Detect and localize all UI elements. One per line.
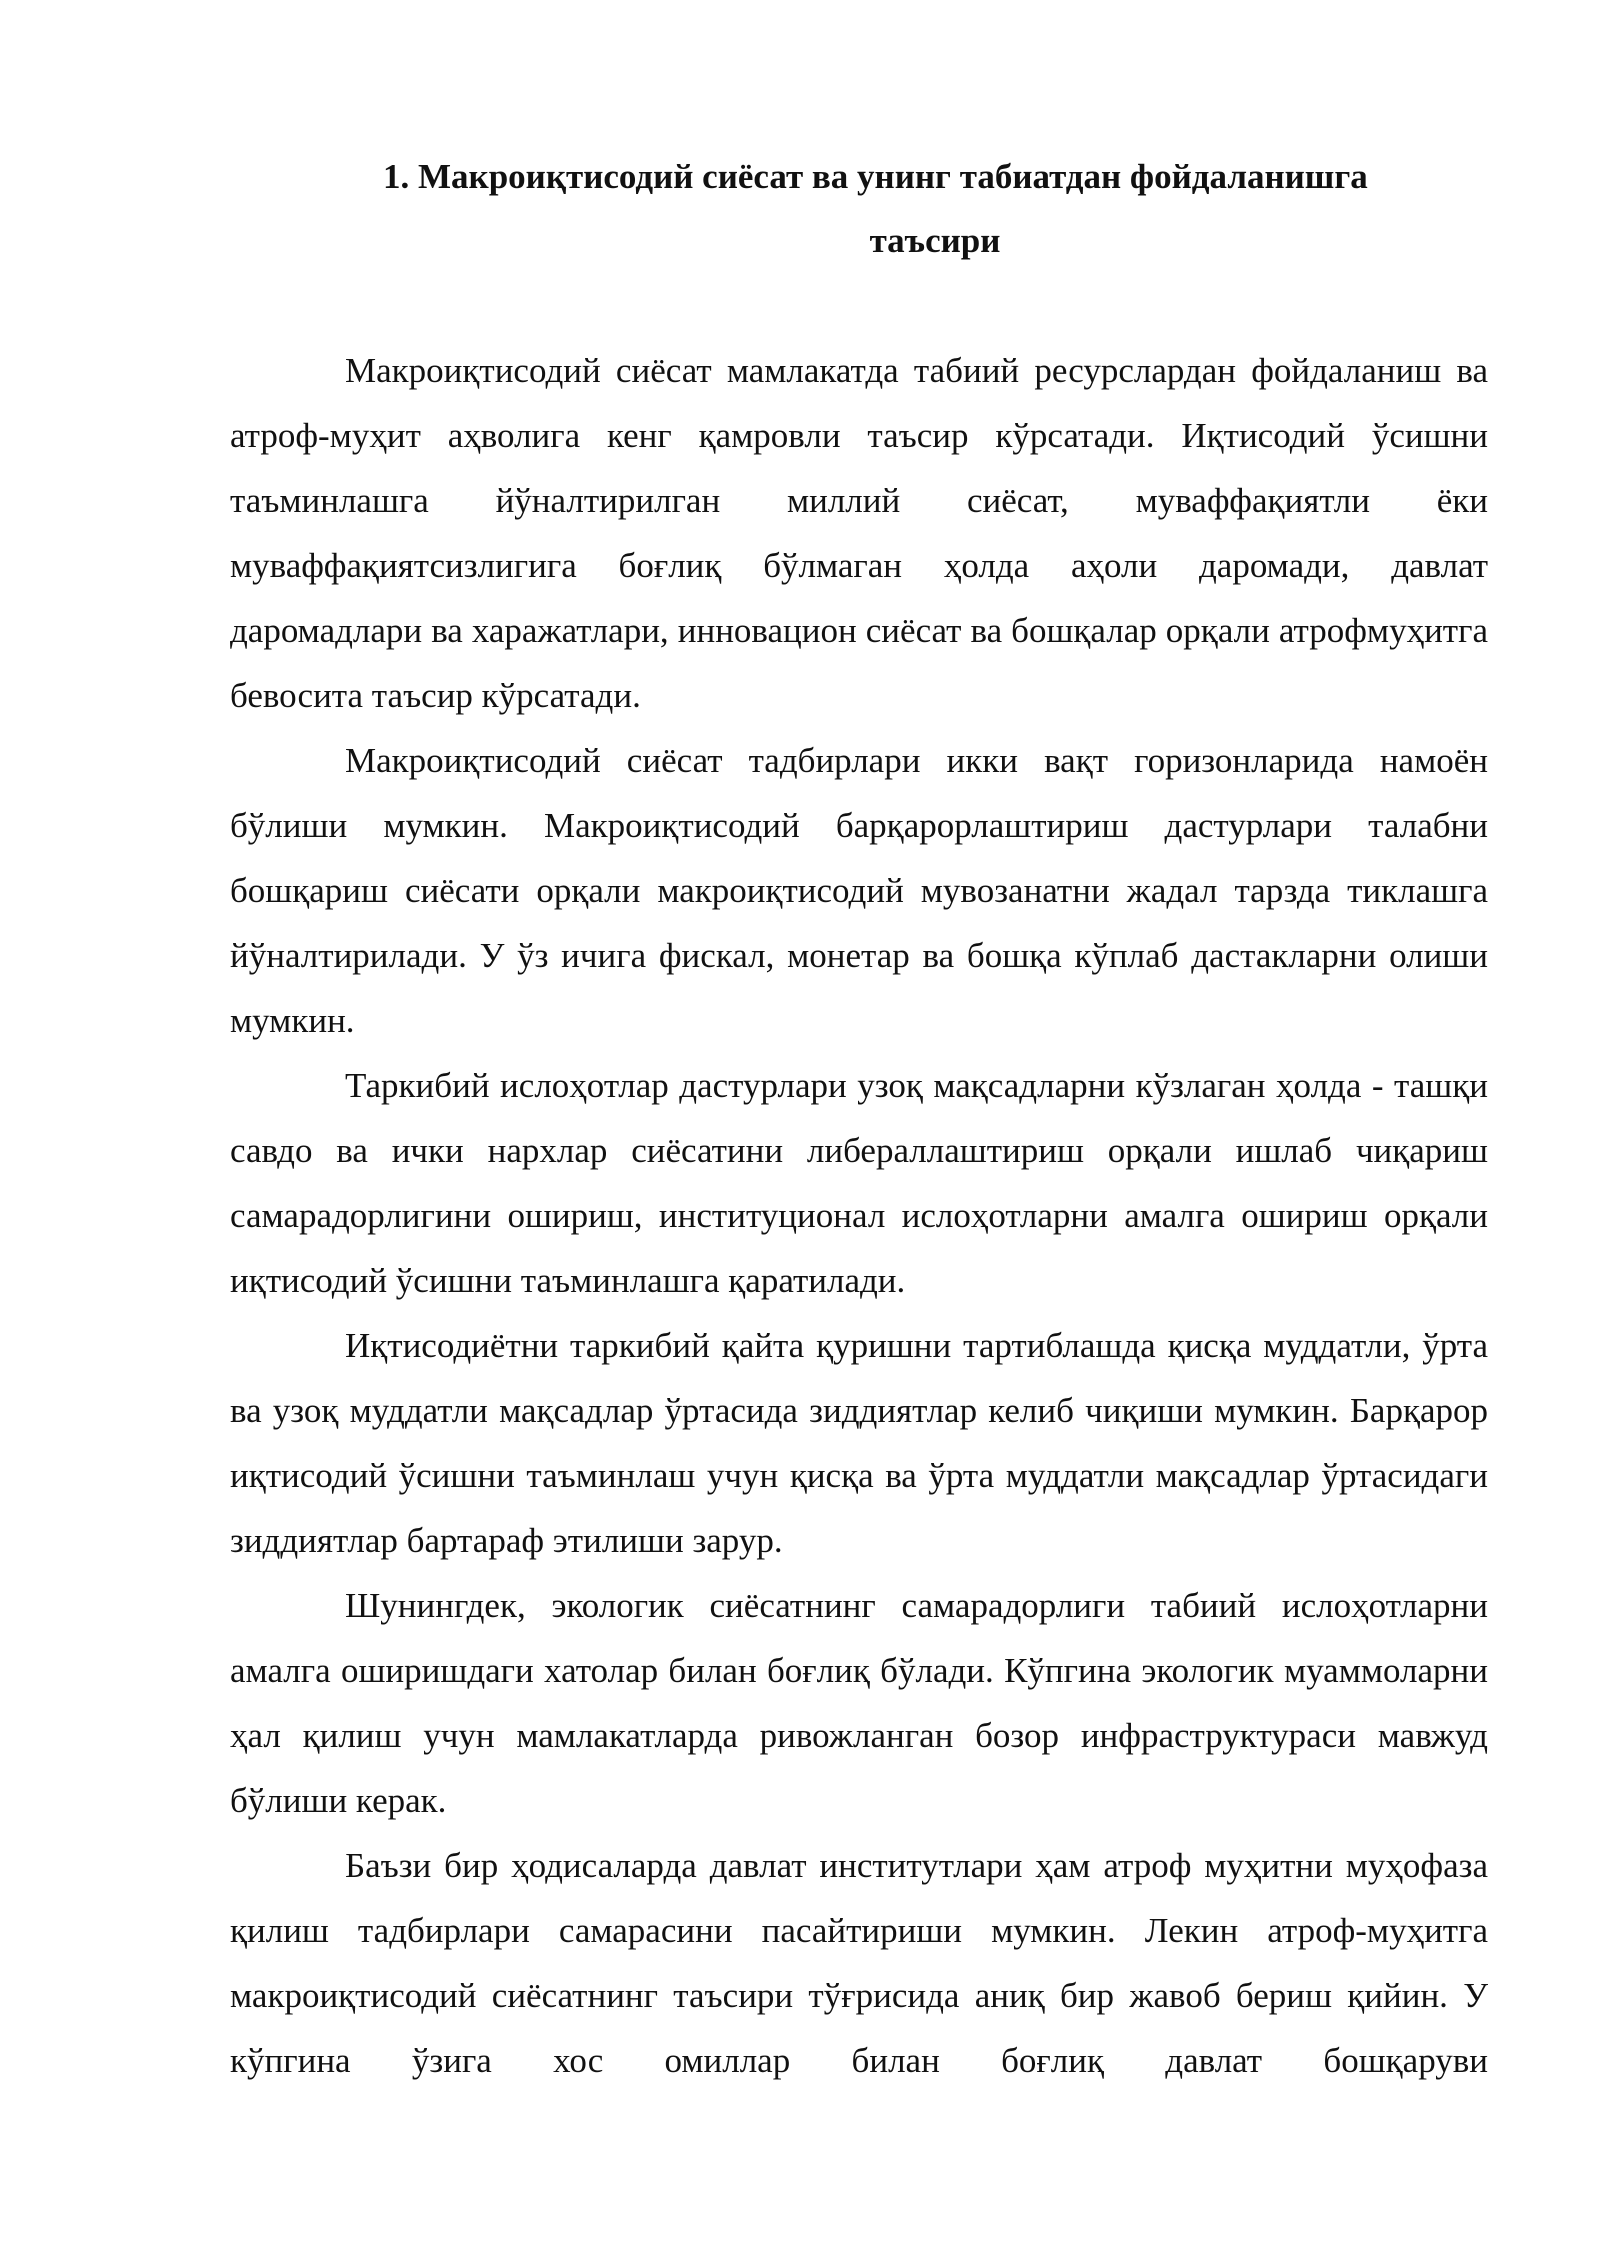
body-text: [230, 338, 1488, 2093]
paragraph: Макроиқтисодий сиёсат тадбирлари икки вақт горизонларида намоён бўлиши мумкин. Макроиқтисодий барқарорлаштириш дастурлари талабни бошқариш сиёсати орқали макроиқтисодий мувозанатни жадал тарзда тиклашга йўналтирилади. У ўз ичига фискал, монетар ва бошқа кўплаб дастакларни олиши мумкин.: [230, 741, 1488, 1040]
paragraph: Таркибий ислоҳотлар дастурлари узоқ мақсадларни кўзлаган ҳолда - ташқи савдо ва ички нархлар сиёсатини либераллаштириш орқали ишлаб чиқариш самарадорлигини ошириш, институционал ислоҳотларни амалга ошириш орқали иқтисодий ўсишни таъминлашга қаратилади.: [230, 1066, 1488, 1300]
title-line-1: 1. Макроиқтисодий сиёсат ва унинг табиатдан фойдаланишга: [383, 157, 1368, 196]
paragraph: Иқтисодиётни таркибий қайта қуришни тартиблашда қисқа муддатли, ўрта ва узоқ муддатли мақсадлар ўртасида зиддиятлар келиб чиқиши мумкин. Барқарор иқтисодий ўсишни таъминлаш учун қисқа ва ўрта муддатли мақсадлар ўртасидаги зиддиятлар бартараф этилиши зарур.: [230, 1326, 1488, 1560]
page-title: [230, 145, 1490, 273]
paragraph: Баъзи бир ҳодисаларда давлат институтлари ҳам атроф муҳитни муҳофаза қилиш тадбирлари самарасини пасайтириши мумкин. Лекин атроф-муҳитга макроиқтисодий сиёсатнинг таъсири тўғрисида аниқ бир жавоб бериш қийин. У кўпгина ўзига хос омиллар билан боғлиқ давлат бошқаруви: [230, 1846, 1488, 2080]
paragraph: Шунингдек, экологик сиёсатнинг самарадорлиги табиий ислоҳотларни амалга оширишдаги хатолар билан боғлиқ бўлади. Кўпгина экологик муаммоларни ҳал қилиш учун мамлакатларда ривожланган бозор инфраструктураси мавжуд бўлиши керак.: [230, 1586, 1488, 1820]
paragraph: Макроиқтисодий сиёсат мамлакатда табиий ресурслардан фойдаланиш ва атроф-муҳит аҳволига кенг қамровли таъсир кўрсатади. Иқтисодий ўсишни таъминлашга йўналтирилган миллий сиёсат, муваффақиятли ёки муваффақиятсизлигига боғлиқ бўлмаган ҳолда аҳоли даромади, давлат даромадлари ва харажатлари, инновацион сиёсат ва бошқалар орқали атрофмуҳитга бевосита таъсир кўрсатади.: [230, 351, 1488, 715]
title-line-2: таъсири: [869, 221, 1001, 260]
